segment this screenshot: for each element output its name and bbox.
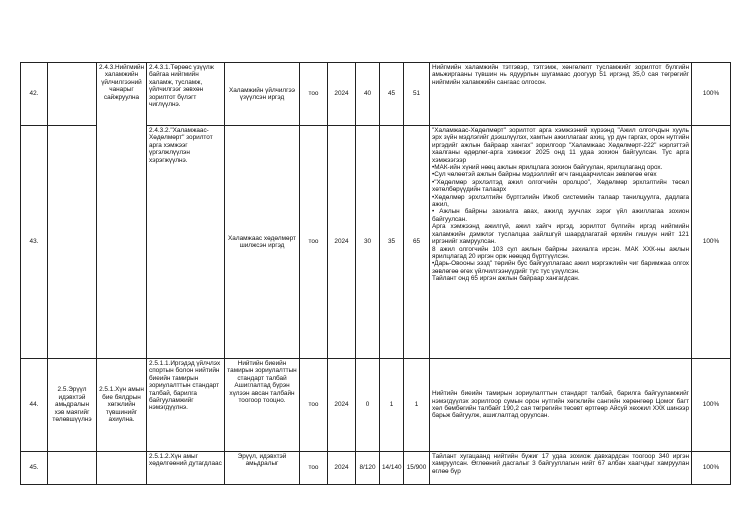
indicator-cell: Халамжийн үйлчилгээ үзүүлсэн иргэд bbox=[225, 63, 300, 126]
objective-cell: 2.5.1.Хүн амын бие бялдрын хөгжлийн түвшинийг ахиулна. bbox=[97, 359, 147, 452]
actual-cell: 51 bbox=[404, 63, 430, 126]
unit-cell: тоо bbox=[300, 63, 328, 126]
row-number: 44. bbox=[21, 359, 48, 452]
unit-cell: тоо bbox=[300, 126, 328, 359]
unit-cell: тоо bbox=[300, 452, 328, 485]
percent-cell: 100% bbox=[692, 359, 731, 452]
action-cell: 2.5.1.2.Хүн амыг хөдөлгөөний дутагдлаас bbox=[147, 452, 225, 485]
baseline-cell: 30 bbox=[356, 126, 380, 359]
description-bullet: •"Хөдөлмөр эрхлэлтэд ажил олгогчийн оролцоо", Хөдөлмөр эрхлэлтийн төсөл хөтөлбөрүүдийн талаарх bbox=[432, 178, 689, 194]
description-bullet: •Сул чөлөөтэй ажлын байрны мэдээллийг өгч ганцаарчилсан зөвлөгөө өгөх bbox=[432, 171, 657, 179]
description-paragraph: Нийгмийн халамжийн тэтгэвэр, тэтгэмж, хөнгөлөлт тусламжийг зорилтот бүлгийн амьжиргааны түвшин нь ядуурлын шугамаас доогуур 51 иргэнд 35,0 сая төгрөгийг нийгмийн халамжийн сангаас олгосон. bbox=[432, 64, 689, 86]
goal-cell bbox=[48, 126, 97, 359]
action-cell: 2.4.3.1.Төрөөс үзүүлж байгаа нийгмийн халамж, тусламж, үйлчилгээг зөвхөн зорилтот бүлэгт чиглүүлнэ. bbox=[147, 63, 225, 126]
target-cell: 35 bbox=[380, 126, 404, 359]
description-bullet: •Хөдөлмөр эрхлэлтийн бүртгэлийн Ижоб системийн талаар танилцуулга, дадлага ажил, bbox=[432, 193, 689, 209]
actual-cell: 15/900 bbox=[404, 452, 430, 485]
description-bullet: •МАК-ийн хүний нөөц ажлын ярилцлага зохион байгуулан, ярилцлаганд орох. bbox=[432, 164, 663, 172]
unit-cell: тоо bbox=[300, 359, 328, 452]
table-row bbox=[21, 63, 731, 126]
year-cell: 2024 bbox=[328, 359, 356, 452]
row-number: 43. bbox=[21, 126, 48, 359]
description-paragraph: Тайлант онд 65 иргэн ажлын байраар хангагдсан. bbox=[432, 275, 580, 283]
table-row bbox=[21, 452, 731, 485]
description-cell bbox=[430, 63, 692, 126]
description-paragraph: 8 ажил олгогчийн 103 сул ажлын байрны захиалга ирсэн. МАК ХХК-ны ажлын ярилцлагад 20 иргэн орж нөөцөд бүртгүүлсэн. bbox=[432, 245, 689, 260]
row-number: 42. bbox=[21, 63, 48, 126]
objective-cell bbox=[97, 452, 147, 485]
year-cell: 2024 bbox=[328, 452, 356, 485]
baseline-cell: 8/120 bbox=[356, 452, 380, 485]
indicator-cell: Халамжаас хөдөлмөрт шилжсэн иргэд bbox=[225, 126, 300, 359]
baseline-cell: 40 bbox=[356, 63, 380, 126]
target-cell: 1 bbox=[380, 359, 404, 452]
percent-cell: 100% bbox=[692, 126, 731, 359]
target-cell: 14/140 bbox=[380, 452, 404, 485]
description-paragraph: "Халамжаас-Хөдөлмөрт" зорилтот арга хэмжээний хүрээнд "Ажил олгогчдын хууль эрх зүйн мэдлэгийг дээшлүүлэх, хамтын ажиллагааг ахиц, үр дүн гаргах, орон нутгийн иргэдийг ажлын байраар хангах" зорилгоор "Халамжаас Хөдөлмөрт-222" нэрлэттэй хаалганы өдөрлөг-арга хэмжээг 2025 онд 11 удаа зохион байгуулсан. Тус арга хэмжээгээр bbox=[432, 127, 689, 164]
year-cell: 2024 bbox=[328, 63, 356, 126]
year-cell: 2024 bbox=[328, 126, 356, 359]
report-sheet bbox=[20, 62, 730, 485]
table-row bbox=[21, 359, 731, 452]
description-paragraph: Нийтийн биеийн тамирын зориулалттын стандарт талбай, барилга байгууламжийг нэмэгдүүлэх зорилгоор сумын орон нутгийн хөгжлийн сангийн хөрөнгөөр Цомог багт хөл бөмбөгийн талбайг 190,2 сая төгрөгийн төсөвт өртгөөр Айсуй хөхжил ХХК шинээр барьж байгуулж, ашиглалтад оруулсан. bbox=[432, 390, 689, 420]
description-bullet: • Ажлын байрны захиалга авах, ажилд зуучлах зэрэг үйл ажиллагаа зохион байгуулсан. bbox=[432, 208, 689, 223]
description-cell bbox=[430, 452, 692, 485]
description-cell bbox=[430, 359, 692, 452]
target-cell: 45 bbox=[380, 63, 404, 126]
indicator-cell: Эрүүл, идэвхтэй амьдралыг bbox=[225, 452, 300, 485]
objective-cell: 2.4.3.Нийгмийн халамжийн үйлчилгээний чанарыг сайжруулна bbox=[97, 63, 147, 359]
action-cell: 2.4.3.2."Халамжаас-Хөдөлмөрт" зорилтот арга хэмжээг үргэлжлүүлэн хэрэгжүүлнэ. bbox=[147, 126, 225, 359]
percent-cell: 100% bbox=[692, 63, 731, 126]
description-cell bbox=[430, 126, 692, 359]
report-table bbox=[20, 62, 731, 485]
row-number: 45. bbox=[21, 452, 48, 485]
indicator-cell: Нийтийн биеийн тамирын зориулалттын стандарт талбай Ашиглалтад бүрэн хүлээн авсан талбайн тоогоор тооцно. bbox=[225, 359, 300, 452]
baseline-cell: 0 bbox=[356, 359, 380, 452]
actual-cell: 65 bbox=[404, 126, 430, 359]
goal-cell bbox=[48, 63, 97, 126]
actual-cell: 1 bbox=[404, 359, 430, 452]
description-paragraph: Тайлант хугацаанд нийтийн бүжиг 17 удаа зохиож давхардсан тоогоор 340 иргэн хамруулсан. Өглөөний дасгалыг 3 байгууллагын нийт 67 албан хаагчдыг хамруулан өглөө бүр bbox=[432, 453, 689, 475]
goal-cell: 2.5.Эрүүл идэвхтэй амьдралын хэв маягийг төлөвшүүлнэ bbox=[48, 359, 97, 452]
action-cell: 2.5.1.1.Иргэдэд үйлчлэх спортын болон нийтийн биеийн тамирын зориулалттын стандарт талбай, барилга байгууламжийг нэмэгдүүлнэ. bbox=[147, 359, 225, 452]
description-bullet: •Дарь-Овооны ээзд" төрийн бус байгууллагаас ажил мэргэжлийн чиг баримжаа олгох зөвлөгөө өгөх үйлчилгээнүүдийг тус тус үзүүлсэн. bbox=[432, 260, 689, 275]
description-paragraph: Арга хэмжээнд ажилгүй, ажил хайгч иргэд, зорилтот бүлгийн иргэд нийгмийн халамжийн дэмжлэг туслалцаа зайлшгүй шаардлагатай өрхийн гишүүн нийт 121 иргэнийг хамруулсан. bbox=[432, 223, 689, 246]
goal-cell bbox=[48, 452, 97, 485]
percent-cell: 100% bbox=[692, 452, 731, 485]
